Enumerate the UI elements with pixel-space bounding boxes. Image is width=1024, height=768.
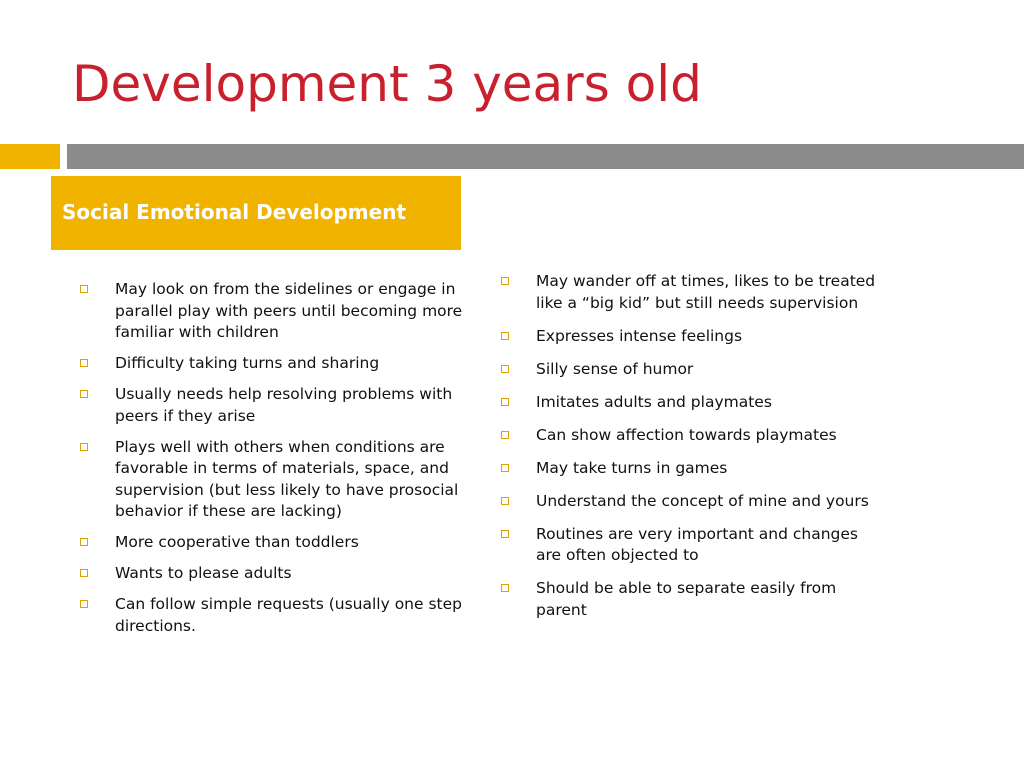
bullet-item <box>499 578 879 621</box>
bullet-text: May wander off at times, likes to be treated like a “big kid” but still needs supervision <box>536 272 876 312</box>
bullet-item <box>499 458 879 480</box>
bullet-item <box>78 353 478 375</box>
square-bullet-icon <box>501 431 509 439</box>
bullet-item <box>78 437 478 523</box>
square-bullet-icon <box>501 277 509 285</box>
bullet-item <box>499 271 879 314</box>
bullet-text: Can show affection towards playmates <box>536 425 837 444</box>
square-bullet-icon <box>80 538 88 546</box>
bullet-text: Plays well with others when conditions are favorable in terms of materials, space, and supervision (but less likely to have prosocial behavior if these are lacking) <box>115 437 459 520</box>
square-bullet-icon <box>80 600 88 608</box>
bullet-item <box>78 594 478 637</box>
square-bullet-icon <box>80 285 88 293</box>
accent-bar-gray <box>67 144 1024 169</box>
bullet-text: Silly sense of humor <box>536 359 694 378</box>
square-bullet-icon <box>501 332 509 340</box>
square-bullet-icon <box>501 530 509 538</box>
bullet-item <box>499 425 879 447</box>
bullet-text: Usually needs help resolving problems with peers if they arise <box>115 385 453 425</box>
square-bullet-icon <box>501 497 509 505</box>
bullet-text: May take turns in games <box>536 458 728 477</box>
bullet-item <box>78 384 478 427</box>
bullet-item <box>499 326 879 348</box>
bullet-text: Should be able to separate easily from parent <box>536 579 837 619</box>
bullet-text: Can follow simple requests (usually one step directions. <box>115 595 463 635</box>
square-bullet-icon <box>501 365 509 373</box>
square-bullet-icon <box>80 390 88 398</box>
square-bullet-icon <box>501 398 509 406</box>
bullet-item <box>78 279 478 344</box>
bullet-text: Expresses intense feelings <box>536 326 743 345</box>
bullet-text: Routines are very important and changes are often objected to <box>536 524 859 564</box>
bullet-text: More cooperative than toddlers <box>115 533 359 551</box>
bullet-text: May look on from the sidelines or engage in parallel play with peers until becoming more familiar with children <box>115 280 463 341</box>
left-bullet-list <box>78 279 478 647</box>
square-bullet-icon <box>80 359 88 367</box>
bullet-item <box>499 524 879 567</box>
square-bullet-icon <box>501 464 509 472</box>
square-bullet-icon <box>501 584 509 592</box>
accent-bar-yellow <box>0 144 60 169</box>
square-bullet-icon <box>80 443 88 451</box>
right-bullet-list <box>499 271 879 633</box>
bullet-text: Understand the concept of mine and yours <box>536 491 869 510</box>
bullet-item <box>499 491 879 513</box>
bullet-item <box>78 563 478 585</box>
slide-title: Development 3 years old <box>72 55 702 113</box>
bullet-text: Wants to please adults <box>115 564 292 582</box>
square-bullet-icon <box>80 569 88 577</box>
bullet-text: Imitates adults and playmates <box>536 392 772 411</box>
bullet-text: Difficulty taking turns and sharing <box>115 354 380 372</box>
bullet-item <box>78 532 478 554</box>
section-header-box <box>51 176 461 250</box>
bullet-item <box>499 392 879 414</box>
bullet-item <box>499 359 879 381</box>
section-header-label: Social Emotional Development <box>62 200 407 224</box>
